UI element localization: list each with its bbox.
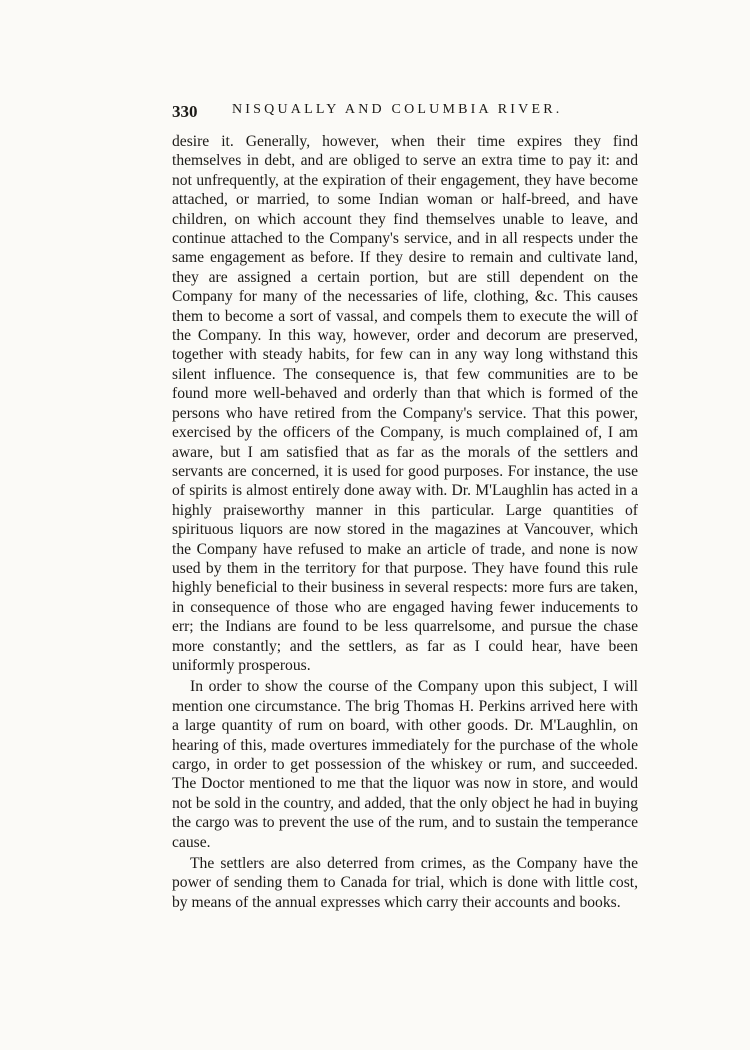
paragraph-3: The settlers are also deterred from crimes, as the Company have the power of sending them to Canada for trial, which is done with little cost, by means of the annual expresses which carry their accounts and books.	[172, 855, 638, 911]
paragraph-2: In order to show the course of the Company upon this subject, I will mention one circumstance. The brig Thomas H. Perkins arrived here with a large quantity of rum on board, with other goods. Dr. M'Laughlin, on hearing of this, made overtures immediately for the purchase of the whole cargo, in order to get possession of the whiskey or rum, and succeeded. The Doctor mentioned to me that the liquor was now in store, and would not be sold in the country, and added, that the only object he had in buying the cargo was to prevent the use of the rum, and to sustain the temperance cause.	[172, 678, 638, 851]
page-number: 330	[172, 102, 198, 121]
page-header	[172, 100, 622, 124]
body-text	[172, 132, 638, 912]
paragraph-1: desire it. Generally, however, when their time expires they find themselves in debt, and are obliged to serve an extra time to pay it: and not unfrequently, at the expiration of their engagement, they have become attached, or married, to some Indian woman or half-breed, and have children, on which account they find themselves unable to leave, and continue attached to the Company's service, and in all respects under the same engagement as before. If they desire to remain and cultivate land, they are assigned a certain portion, but are still dependent on the Company for many of the necessaries of life, clothing, &c. This causes them to become a sort of vassal, and compels them to execute the will of the Company. In this way, however, order and decorum are preserved, together with steady habits, for few can in any way long withstand this silent influence. The consequence is, that few communities are to be found more well-behaved and orderly than that which is formed of the persons who have retired from the Company's service. That this power, exercised by the officers of the Company, is much complained of, I am aware, but I am satisfied that as far as the morals of the settlers and servants are concerned, it is used for good purposes. For instance, the use of spirits is almost entirely done away with. Dr. M'Laughlin has acted in a highly praiseworthy manner in this particular. Large quantities of spirituous liquors are now stored in the magazines at Vancouver, which the Company have refused to make an article of trade, and none is now used by them in the territory for that purpose. They have found this rule highly beneficial to their business in several respects: more furs are taken, in consequence of those who are engaged having fewer inducements to err; the Indians are found to be less quarrelsome, and pursue the chase more constantly; and the settlers, as far as I could hear, have been uniformly prosperous.	[172, 133, 638, 674]
running-head: NISQUALLY AND COLUMBIA RIVER.	[232, 102, 563, 117]
